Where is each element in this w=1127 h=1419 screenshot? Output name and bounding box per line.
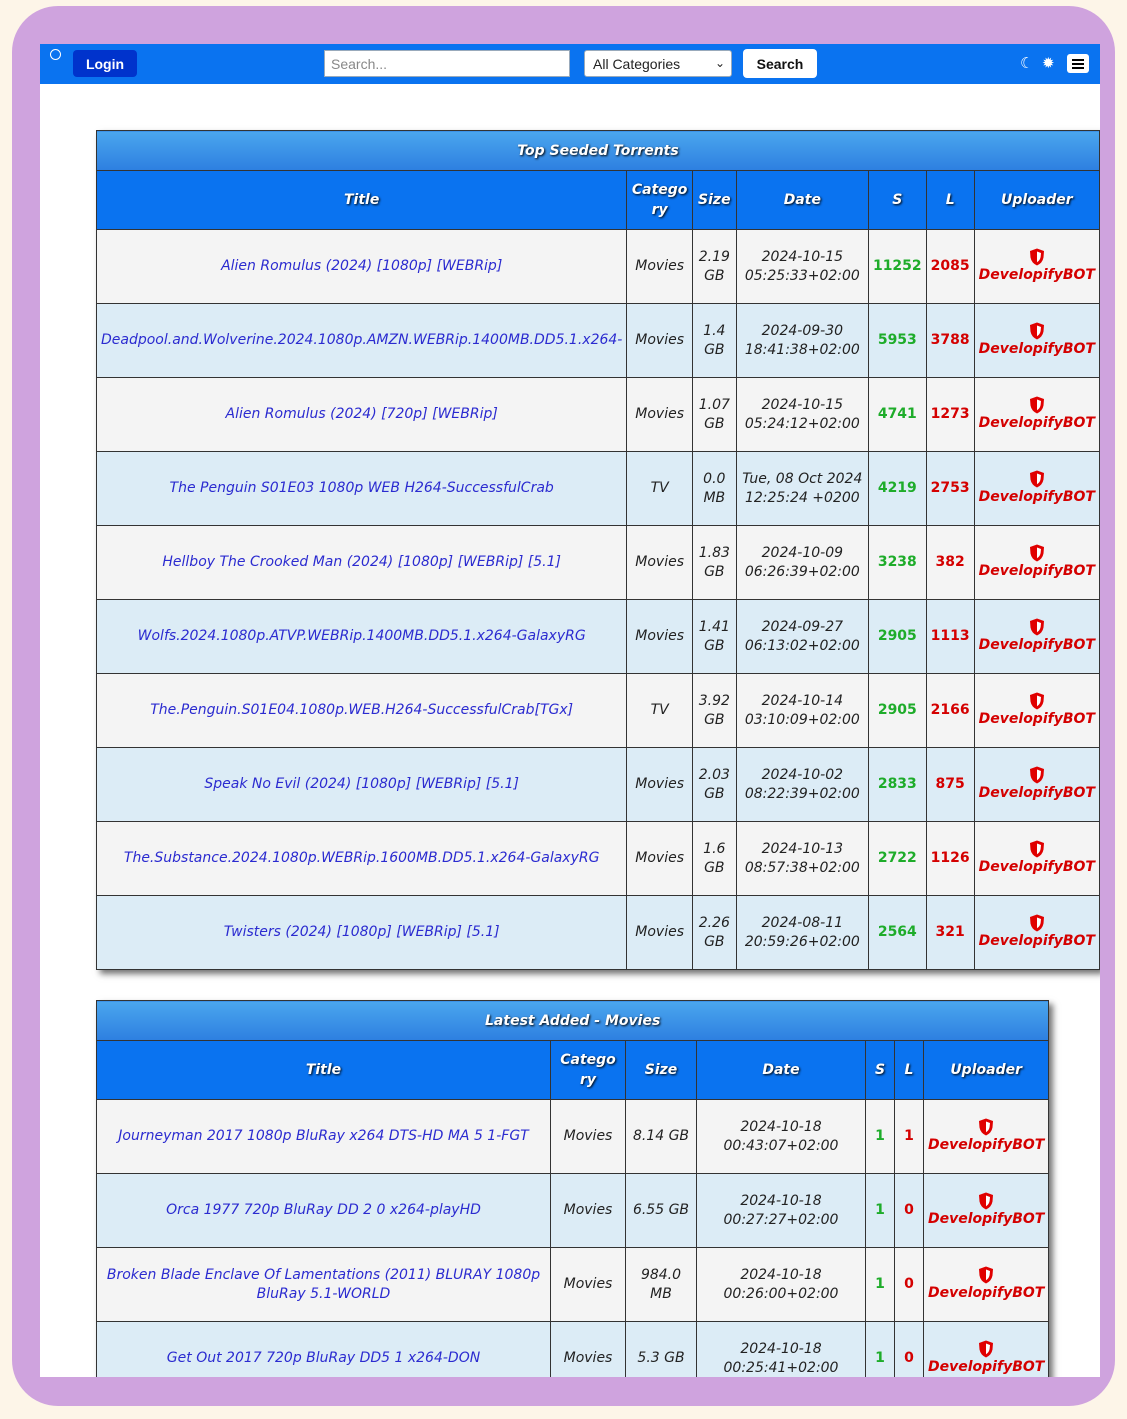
size-cell: 6.55 GB: [626, 1174, 697, 1248]
seeders-cell: 1: [866, 1174, 895, 1248]
table-row[interactable]: [97, 1322, 1049, 1378]
category-cell[interactable]: Movies: [627, 748, 693, 822]
column-header-size[interactable]: Size: [626, 1041, 697, 1100]
login-button[interactable]: Login: [73, 50, 137, 77]
category-cell[interactable]: Movies: [551, 1100, 626, 1174]
torrent-title-link[interactable]: The.Penguin.S01E04.1080p.WEB.H264-SuccessfulCrab[TGx]: [97, 674, 627, 748]
column-header-seeders[interactable]: S: [868, 171, 926, 230]
seeders-cell: 2833: [868, 748, 926, 822]
shield-icon: [1029, 840, 1045, 858]
date-cell: 2024-10-18 00:27:27+02:00: [697, 1174, 866, 1248]
leechers-cell: 2166: [926, 674, 974, 748]
shield-icon: [978, 1192, 994, 1210]
seeders-cell: 1: [866, 1248, 895, 1322]
seeders-cell: 11252: [868, 230, 926, 304]
leechers-cell: 0: [895, 1174, 924, 1248]
size-cell: 2.26 GB: [692, 896, 736, 970]
latest-movies-table-wrapper: [96, 1000, 1049, 1377]
torrent-title-link[interactable]: Journeyman 2017 1080p BluRay x264 DTS-HD MA 5 1-FGT: [97, 1100, 551, 1174]
date-cell: Tue, 08 Oct 2024 12:25:24 +0200: [736, 452, 868, 526]
column-header-leechers[interactable]: L: [926, 171, 974, 230]
category-cell[interactable]: Movies: [627, 304, 693, 378]
category-cell[interactable]: Movies: [551, 1322, 626, 1378]
chevron-down-icon: ⌄: [714, 56, 725, 70]
top-seeded-table: [96, 130, 1100, 970]
date-cell: 2024-10-02 08:22:39+02:00: [736, 748, 868, 822]
date-cell: 2024-09-27 06:13:02+02:00: [736, 600, 868, 674]
seeders-cell: 2564: [868, 896, 926, 970]
table-row[interactable]: [97, 1248, 1049, 1322]
uploader-name[interactable]: DevelopifyBOT: [928, 1285, 1045, 1301]
search-input[interactable]: Search...: [324, 50, 570, 77]
uploader-name[interactable]: DevelopifyBOT: [978, 563, 1095, 579]
seeders-cell: 3238: [868, 526, 926, 600]
hamburger-menu-icon[interactable]: [1067, 54, 1089, 73]
uploader-name[interactable]: DevelopifyBOT: [978, 711, 1095, 727]
date-cell: 2024-10-18 00:26:00+02:00: [697, 1248, 866, 1322]
uploader-name[interactable]: DevelopifyBOT: [978, 933, 1095, 949]
torrent-title-link[interactable]: Deadpool.and.Wolverine.2024.1080p.AMZN.WEBRip.1400MB.DD5.1.x264-: [97, 304, 627, 378]
search-button[interactable]: Search: [743, 49, 817, 78]
date-cell: 2024-08-11 20:59:26+02:00: [736, 896, 868, 970]
size-cell: 1.4 GB: [692, 304, 736, 378]
column-header-date[interactable]: Date: [697, 1041, 866, 1100]
leechers-cell: 382: [926, 526, 974, 600]
torrent-title-link[interactable]: Hellboy The Crooked Man (2024) [1080p] [WEBRip] [5.1]: [97, 526, 627, 600]
category-cell[interactable]: Movies: [627, 526, 693, 600]
uploader-name[interactable]: DevelopifyBOT: [928, 1137, 1045, 1153]
size-cell: 1.6 GB: [692, 822, 736, 896]
shield-icon: [978, 1266, 994, 1284]
table-row[interactable]: [97, 526, 1100, 600]
shield-icon: [1029, 396, 1045, 414]
uploader-name[interactable]: DevelopifyBOT: [978, 785, 1095, 801]
torrent-title-link[interactable]: The.Substance.2024.1080p.WEBRip.1600MB.DD5.1.x264-GalaxyRG: [97, 822, 627, 896]
seeders-cell: 2905: [868, 600, 926, 674]
seeders-cell: 1: [866, 1100, 895, 1174]
size-cell: 3.92 GB: [692, 674, 736, 748]
sun-icon[interactable]: ✹: [1042, 54, 1055, 72]
top-seeded-table-wrapper: [96, 130, 1100, 970]
uploader-cell[interactable]: [974, 452, 1099, 526]
shield-icon: [1029, 766, 1045, 784]
column-header-uploader[interactable]: Uploader: [974, 171, 1099, 230]
category-select-value: All Categories: [593, 56, 681, 72]
page-frame: [12, 6, 1115, 1406]
uploader-name[interactable]: DevelopifyBOT: [978, 267, 1095, 283]
size-cell: 8.14 GB: [626, 1100, 697, 1174]
uploader-name[interactable]: DevelopifyBOT: [928, 1359, 1045, 1375]
uploader-cell[interactable]: [974, 304, 1099, 378]
table-row[interactable]: [97, 896, 1100, 970]
uploader-name[interactable]: DevelopifyBOT: [928, 1211, 1045, 1227]
uploader-cell[interactable]: [974, 526, 1099, 600]
torrent-title-link[interactable]: Twisters (2024) [1080p] [WEBRip] [5.1]: [97, 896, 627, 970]
table-row[interactable]: [97, 748, 1100, 822]
uploader-cell[interactable]: [974, 674, 1099, 748]
date-cell: 2024-10-15 05:24:12+02:00: [736, 378, 868, 452]
size-cell: 5.3 GB: [626, 1322, 697, 1378]
date-cell: 2024-10-18 00:25:41+02:00: [697, 1322, 866, 1378]
category-cell[interactable]: Movies: [627, 600, 693, 674]
date-cell: 2024-09-30 18:41:38+02:00: [736, 304, 868, 378]
top-navbar: [40, 44, 1100, 84]
page-content: [40, 44, 1100, 1377]
leechers-cell: 0: [895, 1322, 924, 1378]
shield-icon: [978, 1118, 994, 1136]
uploader-cell[interactable]: [974, 600, 1099, 674]
category-cell[interactable]: Movies: [551, 1174, 626, 1248]
uploader-name[interactable]: DevelopifyBOT: [978, 637, 1095, 653]
leechers-cell: 321: [926, 896, 974, 970]
category-cell[interactable]: Movies: [627, 896, 693, 970]
shield-icon: [1029, 322, 1045, 340]
table-row[interactable]: [97, 452, 1100, 526]
category-cell[interactable]: TV: [627, 452, 693, 526]
table-row[interactable]: [97, 230, 1100, 304]
torrent-title-link[interactable]: Broken Blade Enclave Of Lamentations (2011) BLURAY 1080p BluRay 5.1-WORLD: [97, 1248, 551, 1322]
uploader-cell[interactable]: [974, 748, 1099, 822]
column-header-leechers[interactable]: L: [895, 1041, 924, 1100]
category-cell[interactable]: Movies: [627, 230, 693, 304]
date-cell: 2024-10-09 06:26:39+02:00: [736, 526, 868, 600]
table-row[interactable]: [97, 1174, 1049, 1248]
table-row[interactable]: [97, 1100, 1049, 1174]
leechers-cell: 875: [926, 748, 974, 822]
torrent-title-link[interactable]: Speak No Evil (2024) [1080p] [WEBRip] [5.1]: [97, 748, 627, 822]
seeders-cell: 5953: [868, 304, 926, 378]
seeders-cell: 4219: [868, 452, 926, 526]
uploader-cell[interactable]: [924, 1174, 1049, 1248]
moon-icon[interactable]: ☾: [1020, 54, 1034, 72]
column-header-category[interactable]: Catego ry: [627, 171, 693, 230]
size-cell: 2.19 GB: [692, 230, 736, 304]
uploader-cell[interactable]: [924, 1248, 1049, 1322]
seeders-cell: 2722: [868, 822, 926, 896]
torrent-title-link[interactable]: Get Out 2017 720p BluRay DD5 1 x264-DON: [97, 1322, 551, 1378]
leechers-cell: 1: [895, 1100, 924, 1174]
size-cell: 2.03 GB: [692, 748, 736, 822]
category-cell[interactable]: TV: [627, 674, 693, 748]
date-cell: 2024-10-18 00:43:07+02:00: [697, 1100, 866, 1174]
table-row[interactable]: [97, 674, 1100, 748]
shield-icon: [1029, 692, 1045, 710]
uploader-cell[interactable]: [924, 1100, 1049, 1174]
date-cell: 2024-10-13 08:57:38+02:00: [736, 822, 868, 896]
uploader-cell[interactable]: [974, 378, 1099, 452]
category-cell[interactable]: Movies: [627, 378, 693, 452]
torrent-title-link[interactable]: Alien Romulus (2024) [1080p] [WEBRip]: [97, 230, 627, 304]
torrent-title-link[interactable]: Wolfs.2024.1080p.ATVP.WEBRip.1400MB.DD5.1.x264-GalaxyRG: [97, 600, 627, 674]
date-cell: 2024-10-15 05:25:33+02:00: [736, 230, 868, 304]
uploader-name[interactable]: DevelopifyBOT: [978, 859, 1095, 875]
table-caption: Top Seeded Torrents: [97, 131, 1100, 171]
table-row[interactable]: [97, 304, 1100, 378]
column-header-size[interactable]: Size: [692, 171, 736, 230]
torrent-title-link[interactable]: Alien Romulus (2024) [720p] [WEBRip]: [97, 378, 627, 452]
shield-icon: [1029, 544, 1045, 562]
torrent-title-link[interactable]: Orca 1977 720p BluRay DD 2 0 x264-playHD: [97, 1174, 551, 1248]
seeders-cell: 2905: [868, 674, 926, 748]
uploader-cell[interactable]: [974, 822, 1099, 896]
uploader-name[interactable]: DevelopifyBOT: [978, 415, 1095, 431]
leechers-cell: 2085: [926, 230, 974, 304]
column-header-uploader[interactable]: Uploader: [924, 1041, 1049, 1100]
category-select[interactable]: [584, 50, 732, 77]
table-caption: Latest Added - Movies: [97, 1001, 1049, 1041]
latest-movies-table: [96, 1000, 1049, 1377]
size-cell: 1.41 GB: [692, 600, 736, 674]
column-header-category[interactable]: Catego ry: [551, 1041, 626, 1100]
leechers-cell: 3788: [926, 304, 974, 378]
seeders-cell: 4741: [868, 378, 926, 452]
table-row[interactable]: [97, 600, 1100, 674]
column-header-seeders[interactable]: S: [866, 1041, 895, 1100]
category-cell[interactable]: Movies: [627, 822, 693, 896]
column-header-title[interactable]: Title: [97, 171, 627, 230]
leechers-cell: 2753: [926, 452, 974, 526]
size-cell: 1.83 GB: [692, 526, 736, 600]
table-row[interactable]: [97, 378, 1100, 452]
shield-icon: [978, 1340, 994, 1358]
shield-icon: [1029, 618, 1045, 636]
seeders-cell: 1: [866, 1322, 895, 1378]
torrent-title-link[interactable]: The Penguin S01E03 1080p WEB H264-SuccessfulCrab: [97, 452, 627, 526]
column-header-date[interactable]: Date: [736, 171, 868, 230]
leechers-cell: 1113: [926, 600, 974, 674]
uploader-name[interactable]: DevelopifyBOT: [978, 341, 1095, 357]
date-cell: 2024-10-14 03:10:09+02:00: [736, 674, 868, 748]
uploader-cell[interactable]: [924, 1322, 1049, 1378]
status-circle-icon: [50, 49, 61, 60]
column-header-title[interactable]: Title: [97, 1041, 551, 1100]
shield-icon: [1029, 914, 1045, 932]
leechers-cell: 0: [895, 1248, 924, 1322]
category-cell[interactable]: Movies: [551, 1248, 626, 1322]
shield-icon: [1029, 470, 1045, 488]
size-cell: 1.07 GB: [692, 378, 736, 452]
uploader-name[interactable]: DevelopifyBOT: [978, 489, 1095, 505]
size-cell: 0.0 MB: [692, 452, 736, 526]
size-cell: 984.0 MB: [626, 1248, 697, 1322]
shield-icon: [1029, 248, 1045, 266]
uploader-cell[interactable]: [974, 896, 1099, 970]
leechers-cell: 1273: [926, 378, 974, 452]
uploader-cell[interactable]: [974, 230, 1099, 304]
leechers-cell: 1126: [926, 822, 974, 896]
table-row[interactable]: [97, 822, 1100, 896]
